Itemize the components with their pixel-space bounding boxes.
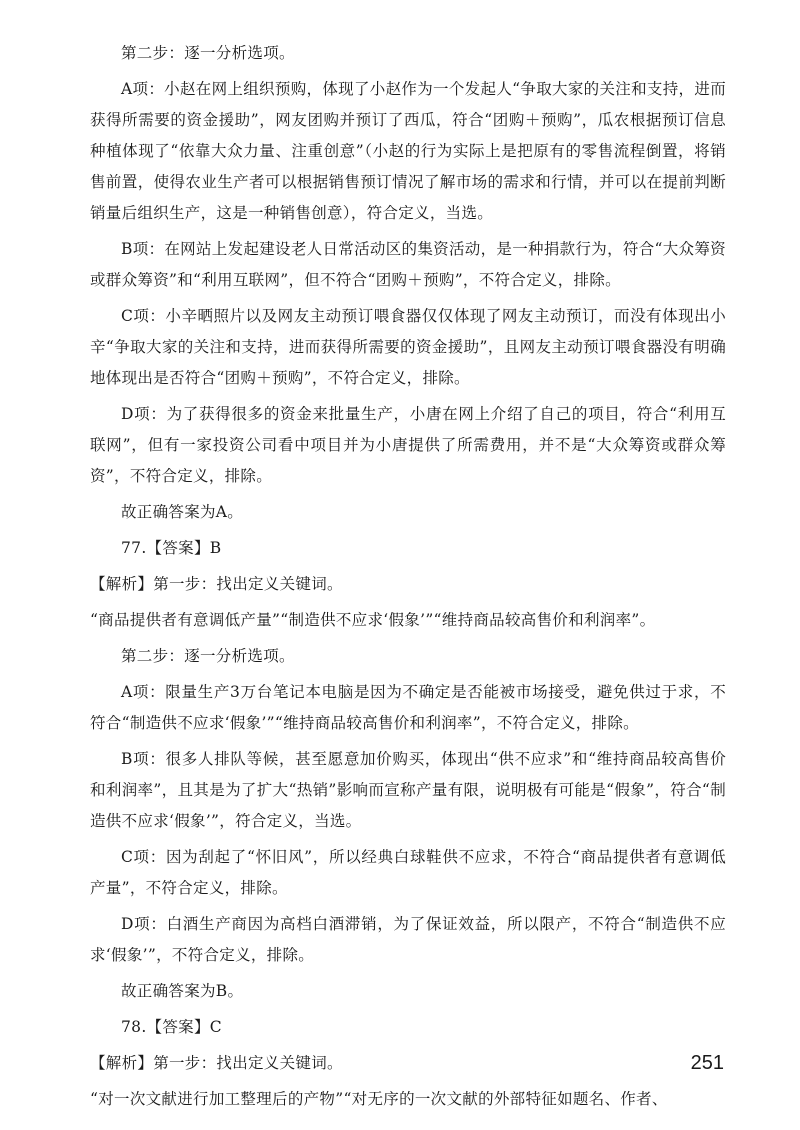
- paragraph: B项：很多人排队等候，甚至愿意加价购买，体现出“供不应求”和“维持商品较高售价和利润率”，且其是为了扩大“热销”影响而宣称产量有限，说明极有可能是“假象”，符合“制造供不应求‘假象’”，符合定义，当选。: [90, 750, 726, 830]
- paragraph: C项：小辛晒照片以及网友主动预订喂食器仅仅体现了网友主动预订，而没有体现出小辛“争取大家的关注和支持，进而获得所需要的资金援助”，且网友主动预订喂食器没有明确地体现出是否符合“团购＋预购”，不符合定义，排除。: [90, 307, 726, 387]
- paragraph: 故正确答案为B。: [121, 982, 244, 1000]
- paragraph: C项：因为刮起了“怀旧风”，所以经典白球鞋供不应求，不符合“商品提供者有意调低产量”，不符合定义，排除。: [90, 848, 726, 897]
- analysis-heading: 【解析】第一步：找出定义关键词。: [90, 1054, 343, 1072]
- paragraph: D项：为了获得很多的资金来批量生产，小唐在网上介绍了自己的项目，符合“利用互联网”，但有一家投资公司看中项目并为小唐提供了所需费用，并不是“大众筹资或群众筹资”，不符合定义，排除。: [90, 405, 726, 485]
- paragraph: 故正确答案为A。: [121, 503, 244, 521]
- analysis-heading: 【解析】第一步：找出定义关键词。: [90, 575, 343, 593]
- paragraph: 第二步：逐一分析选项。: [121, 647, 295, 665]
- paragraph: “商品提供者有意调低产量”“制造供不应求‘假象’”“维持商品较高售价和利润率”。: [90, 611, 656, 629]
- answer-heading: 78.【答案】C: [121, 1018, 222, 1036]
- paragraph: A项：限量生产3万台笔记本电脑是因为不确定是否能被市场接受，避免供过于求，不符合“制造供不应求‘假象’”“维持商品较高售价和利润率”，不符合定义，排除。: [90, 683, 726, 732]
- page-number: 251: [690, 1052, 724, 1074]
- paragraph: “对一次文献进行加工整理后的产物”“对无序的一次文献的外部特征如题名、作者、: [90, 1090, 668, 1108]
- document-page: [90, 38, 726, 1120]
- paragraph: 第二步：逐一分析选项。: [121, 44, 295, 62]
- answer-heading: 77.【答案】B: [121, 539, 222, 557]
- paragraph: A项：小赵在网上组织预购，体现了小赵作为一个发起人“争取大家的关注和支持，进而获得所需要的资金援助”，网友团购并预订了西瓜，符合“团购＋预购”，瓜农根据预订信息种植体现了“依靠大众力量、注重创意”（小赵的行为实际上是把原有的零售流程倒置，将销售前置，使得农业生产者可以根据销售预订情况了解市场的需求和行情，并可以在提前判断销量后组织生产，这是一种销售创意），符合定义，当选。: [90, 80, 726, 222]
- paragraph: D项：白酒生产商因为高档白酒滞销，为了保证效益，所以限产，不符合“制造供不应求‘假象’”，不符合定义，排除。: [90, 915, 726, 964]
- paragraph: B项：在网站上发起建设老人日常活动区的集资活动，是一种捐款行为，符合“大众筹资或群众筹资”和“利用互联网”，但不符合“团购＋预购”，不符合定义，排除。: [90, 240, 726, 289]
